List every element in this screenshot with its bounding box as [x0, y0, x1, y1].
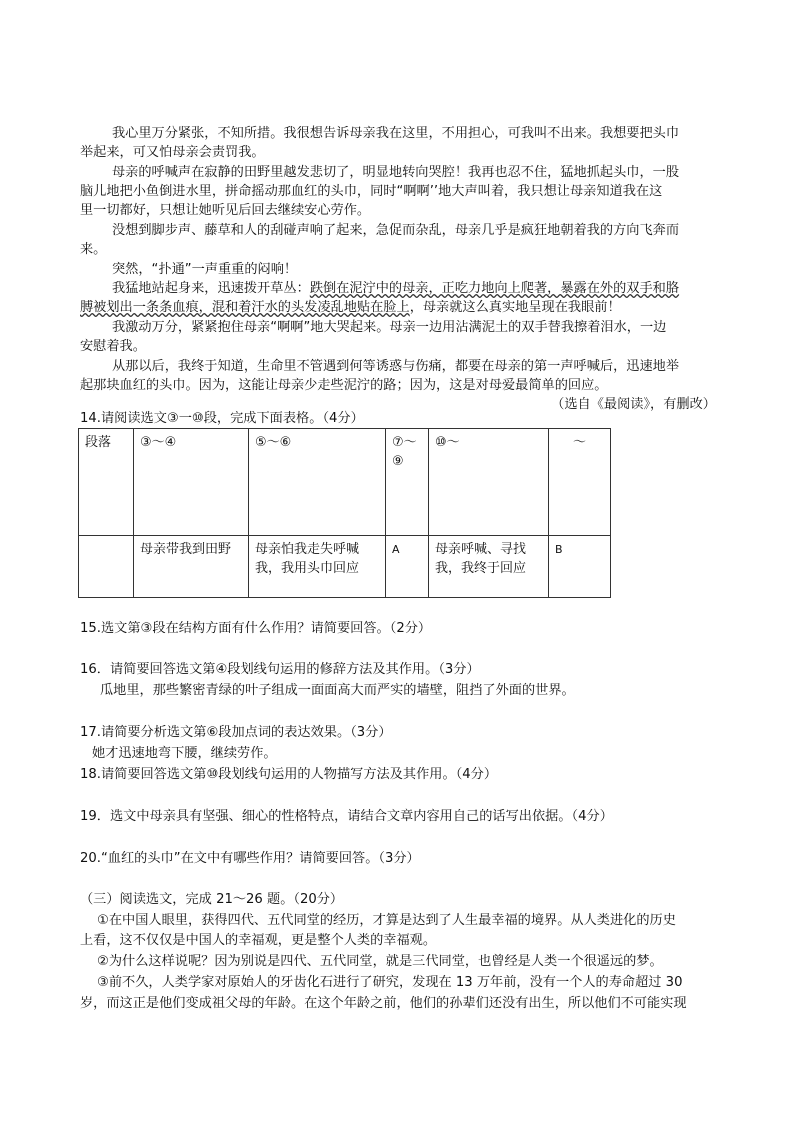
passage-line: 从那以后，我终于知道，生命里不管遇到何等诱惑与伤痛，都要在母亲的第一声呼喊后，迅速地举 — [112, 359, 680, 374]
table-cell: 母亲怕我走失呼喊我，我用头巾回应 — [249, 535, 386, 597]
answer-blank-a: A — [386, 535, 429, 597]
section-3-title: （三）阅读选文，完成 21～26 题。（20分） — [80, 892, 344, 907]
table-row — [79, 535, 611, 597]
underlined-sentence: 跌倒在泥泞中的母亲，正吃力地向上爬著，暴露在外的双手和胳 — [309, 281, 680, 296]
passage-line — [80, 299, 621, 317]
section-3-line: ③前不久，人类学家对原始人的牙齿化石进行了研究，发现在 13 万年前，没有一个人的寿命超过 30 — [97, 975, 683, 990]
section-3-line: 上看，这不仅仅是中国人的幸福观，更是整个人类的幸福观。 — [80, 933, 437, 948]
question-19: 19．选文中母亲具有坚强、细心的性格特点，请结合文章内容用自己的话写出依据。（4分） — [80, 809, 613, 824]
answer-blank-b: B — [549, 535, 611, 597]
question-17: 17.请简要分析选文第⑥段加点词的表达效果。（3分） — [80, 725, 392, 740]
source-note: （选自《最阅读》，有删改） — [551, 397, 716, 412]
question-16: 16．请简要回答选文第④段划线句运用的修辞方法及其作用。（3分） — [80, 662, 480, 677]
passage-line: 举起来，可又怕母亲会责罚我。 — [80, 145, 265, 160]
table-cell: ⑦～⑨ — [386, 429, 429, 536]
passage-line: 脑儿地把小鱼倒进水里，拼命摇动那血红的头巾，同时“啊啊’’地大声叫着，我只想让母亲知道我在这 — [80, 184, 663, 199]
passage-line: 我心里万分紧张，不知所措。我很想告诉母亲我在这里，不用担心，可我叫不出来。我想要把头巾 — [112, 126, 680, 141]
table-cell: ③～④ — [134, 429, 249, 536]
table-cell: 母亲带我到田野 — [134, 535, 249, 597]
table-cell: ～ — [549, 429, 611, 536]
summary-table — [78, 428, 611, 598]
question-20: 20.“血红的头巾”在文中有哪些作用？请简要回答。（3分） — [80, 851, 420, 866]
passage-line: 起那块血红的头巾。因为，这能让母亲少走些泥泞的路；因为，这是对母爱最简单的回应。 — [80, 378, 608, 393]
question-14: 14.请阅读选文③一⑩段，完成下面表格。（4分） — [80, 411, 364, 426]
table-cell — [79, 535, 134, 597]
passage-line: 没想到脚步声、藤草和人的刮碰声响了起来，急促而杂乱，母亲几乎是疯狂地朝着我的方向飞奔而 — [112, 223, 680, 238]
passage-line: 来。 — [80, 242, 107, 257]
passage-line: 安慰着我。 — [80, 339, 146, 354]
question-15: 15.选文第③段在结构方面有什么作用？请简要回答。（2分） — [80, 621, 432, 636]
passage-line — [112, 280, 679, 298]
section-3-line: 岁，而这正是他们变成祖父母的年龄。在这个年龄之前，他们的孙辈们还没有出生，所以他们不可能实现 — [80, 996, 687, 1011]
passage-line: 我激动万分，紧紧抱住母亲“啊啊”地大哭起来。母亲一边用沾满泥土的双手替我擦着泪水，一边 — [112, 320, 667, 335]
passage-line: 突然，“扑通”一声重重的闷响！ — [112, 262, 298, 277]
table-cell: ⑩～ — [429, 429, 549, 536]
question-17-quote: 她才迅速地弯下腰，继续劳作。 — [92, 746, 277, 761]
underlined-sentence: 膊被划出一条条血痕，混和着汗水的头发凌乱地贴在脸上 — [80, 300, 410, 315]
table-cell: 母亲呼喊、寻找我，我终于回应 — [429, 535, 549, 597]
passage-line: 母亲的呼喊声在寂静的田野里越发悲切了，明显地转向哭腔！我再也忍不住，猛地抓起头巾，一股 — [112, 165, 680, 180]
passage-line: 里一切都好，只想让她听见后回去继续安心劳作。 — [80, 203, 371, 218]
table-cell: ⑤～⑥ — [249, 429, 386, 536]
question-18: 18.请简要回答选文第⑩段划线句运用的人物描写方法及其作用。（4分） — [80, 767, 498, 782]
passage-text: ，母亲就这么真实地呈现在我眼前！ — [409, 300, 621, 315]
passage-text: 我猛地站起身来，迅速拨开草丛： — [112, 281, 310, 296]
section-3-line: ①在中国人眼里，获得四代、五代同堂的经历，才算是达到了人生最幸福的境界。从人类进化的历史 — [97, 913, 676, 928]
table-cell: 段落 — [79, 429, 134, 536]
section-3-line: ②为什么这样说呢？因为别说是四代、五代同堂，就是三代同堂，也曾经是人类一个很遥远的梦。 — [97, 954, 663, 969]
question-16-quote: 瓜地里，那些繁密青绿的叶子组成一面面高大而严实的墙壁，阻挡了外面的世界。 — [100, 683, 575, 698]
table-row — [79, 429, 611, 536]
